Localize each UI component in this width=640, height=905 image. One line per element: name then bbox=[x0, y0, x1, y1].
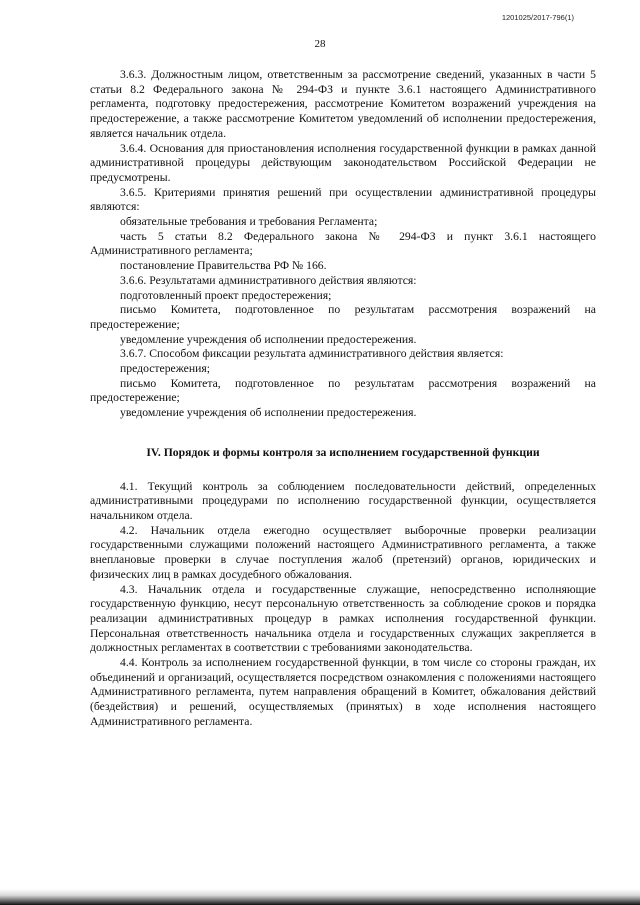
paragraph-3-6-3: 3.6.3. Должностным лицом, ответственным за рассмотрение сведений, указанных в части 5 статьи 8.2 Федерального закона № 294-ФЗ и пункте 3.6.1 настоящего Административного регламента, подготовку предостережения, рассмотрение Комитетом возражений учреждения на предостережение, а также рассмотрение Комитетом уведомлений об исполнении предостережения, является начальник отдела. bbox=[90, 68, 596, 140]
paragraph-4-4: 4.4. Контроль за исполнением государственной функции, в том числе со стороны граждан, их объединений и организаций, осуществляется посредством ознакомления с положениями настоящего Административного регламента, путем направления обращений в Комитет, обжалования действий (бездействия) и решений, осуществляемых (принятых) в ходе исполнения настоящего Административного регламента. bbox=[90, 656, 596, 728]
document-id: 1201025/2017-796(1) bbox=[501, 13, 574, 22]
list-item: предостережения; bbox=[120, 362, 210, 376]
document-body bbox=[90, 68, 596, 730]
paragraph-3-6-6: 3.6.6. Результатами административного действия являются: bbox=[120, 273, 417, 287]
paragraph-4-2: 4.2. Начальник отдела ежегодно осуществляет выборочные проверки реализации государственными служащими положений настоящего Административного регламента, а также внеплановые проверки в случае поступления жалоб (претензий) органов, юридических и физических лиц в рамках досудебного обжалования. bbox=[90, 523, 596, 581]
list-item: постановление Правительства РФ № 166. bbox=[120, 259, 327, 273]
paragraph-3-6-4: 3.6.4. Основания для приостановления исполнения государственной функции в рамках данной административной процедуры действующим законодательством Российской Федерации не предусмотрены. bbox=[90, 141, 596, 184]
paragraph-3-6-5: 3.6.5. Критериями принятия решений при осуществлении административной процедуры являются: bbox=[90, 185, 596, 214]
scan-edge-shadow bbox=[0, 889, 640, 905]
page-number: 28 bbox=[314, 38, 326, 50]
list-item: письмо Комитета, подготовленное по результатам рассмотрения возражений на предостережение; bbox=[90, 303, 596, 331]
list-item: подготовленный проект предостережения; bbox=[120, 288, 332, 302]
list-item: письмо Комитета, подготовленное по результатам рассмотрения возражений на предостережение; bbox=[90, 376, 596, 405]
list-item: часть 5 статьи 8.2 Федерального закона № 294-ФЗ и пункт 3.6.1 настоящего Административного регламента; bbox=[90, 229, 596, 258]
paragraph-3-6-7: 3.6.7. Способом фиксации результата административного действия является: bbox=[120, 347, 504, 361]
list-item: уведомление учреждения об исполнении предостережения. bbox=[120, 406, 417, 420]
list-item: уведомление учреждения об исполнении предостережения. bbox=[120, 332, 417, 346]
list-item: обязательные требования и требования Регламента; bbox=[120, 215, 378, 229]
section-title: IV. Порядок и формы контроля за исполнением государственной функции bbox=[146, 445, 540, 459]
paragraph-4-1: 4.1. Текущий контроль за соблюдением последовательности действий, определенных административными процедурами по исполнению государственной функции, осуществляется начальником отдела. bbox=[90, 479, 596, 522]
paragraph-4-3: 4.3. Начальник отдела и государственные служащие, непосредственно исполняющие государственную функцию, несут персональную ответственность за соблюдение сроков и порядка реализации административных процедур в рамках исполнения государственной функции. Персональная ответственность начальника отдела и государственных служащих закрепляется в должностных регламентах в соответствии с требованиями законодательства. bbox=[90, 582, 596, 655]
